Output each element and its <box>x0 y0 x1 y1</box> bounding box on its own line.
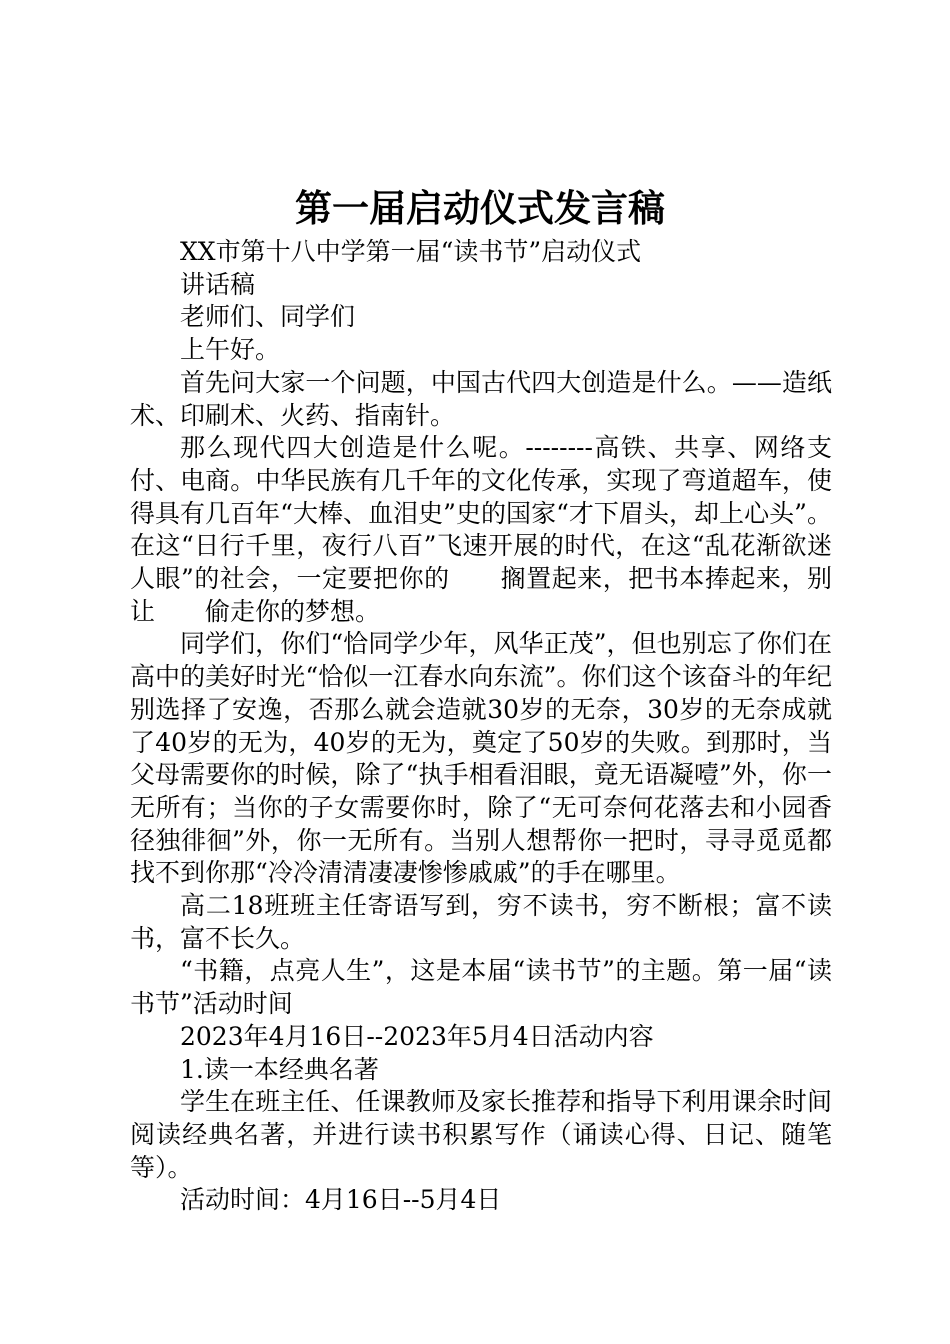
paragraph-modern-inventions: 那么现代四大创造是什么呢。--------高铁、共享、网络支付、电商。中华民族有几千年的文化传承，实现了弯道超车，使得具有几百年“大棒、血泪史”史的国家“才下眉头，却上心头”。在这“日行千里，夜行八百”飞速开展的时代，在这“乱花渐欲迷人眼”的社会，一定要把你的 搁置起来，把书本捧起来，别让 偷走你的梦想。 <box>130 433 832 626</box>
page-title: 第一届启动仪式发言稿 <box>295 186 665 230</box>
paragraph-speech-label: 讲话稿 <box>180 269 256 299</box>
paragraph-theme: “书籍，点亮人生”，这是本届“读书节”的主题。第一届“读书节”活动时间 <box>130 956 832 1019</box>
paragraph-students: 同学们，你们“恰同学少年，风华正茂”，但也别忘了你们在高中的美好时光“恰似一江春水向东流”。你们这个该奋斗的年纪别选择了安逸，否那么就会造就30岁的无奈，30岁的无奈成就了40岁的无为，40岁的无为，奠定了50岁的失败。到那时，当父母需要你的时候，除了“执手相看泪眼，竟无语凝噎”外，你一无所有；当你的子女需要你时，除了“无可奈何花落去和小园香径独徘徊”外，你一无所有。当别人想帮你一把时，寻寻觅觅都找不到你那“冷冷清清凄凄惨惨戚戚”的手在哪里。 <box>130 629 832 888</box>
paragraph-dates: 2023年4月16日--2023年5月4日活动内容 <box>180 1021 654 1051</box>
paragraph-item-1: 1.读一本经典名著 <box>180 1054 379 1084</box>
paragraph-activity-time: 活动时间：4月16日--5月4日 <box>180 1185 502 1215</box>
document-body <box>130 236 832 1217</box>
paragraph-teacher-message: 高二18班班主任寄语写到，穷不读书，穷不断根；富不读书，富不长久。 <box>130 891 832 953</box>
paragraph-item-1-detail: 学生在班主任、任课教师及家长推荐和指导下利用课余时间阅读经典名著，并进行读书积累写作（诵读心得、日记、随笔等）。 <box>130 1087 832 1182</box>
paragraph-greeting: 上午好。 <box>180 335 281 365</box>
paragraph-heading-line: XX市第十八中学第一届“读书节”启动仪式 <box>180 237 642 266</box>
paragraph-ancient-inventions: 首先问大家一个问题，中国古代四大创造是什么。——造纸术、印刷术、火药、指南针。 <box>130 367 832 430</box>
paragraph-salutation: 老师们、同学们 <box>180 302 356 332</box>
